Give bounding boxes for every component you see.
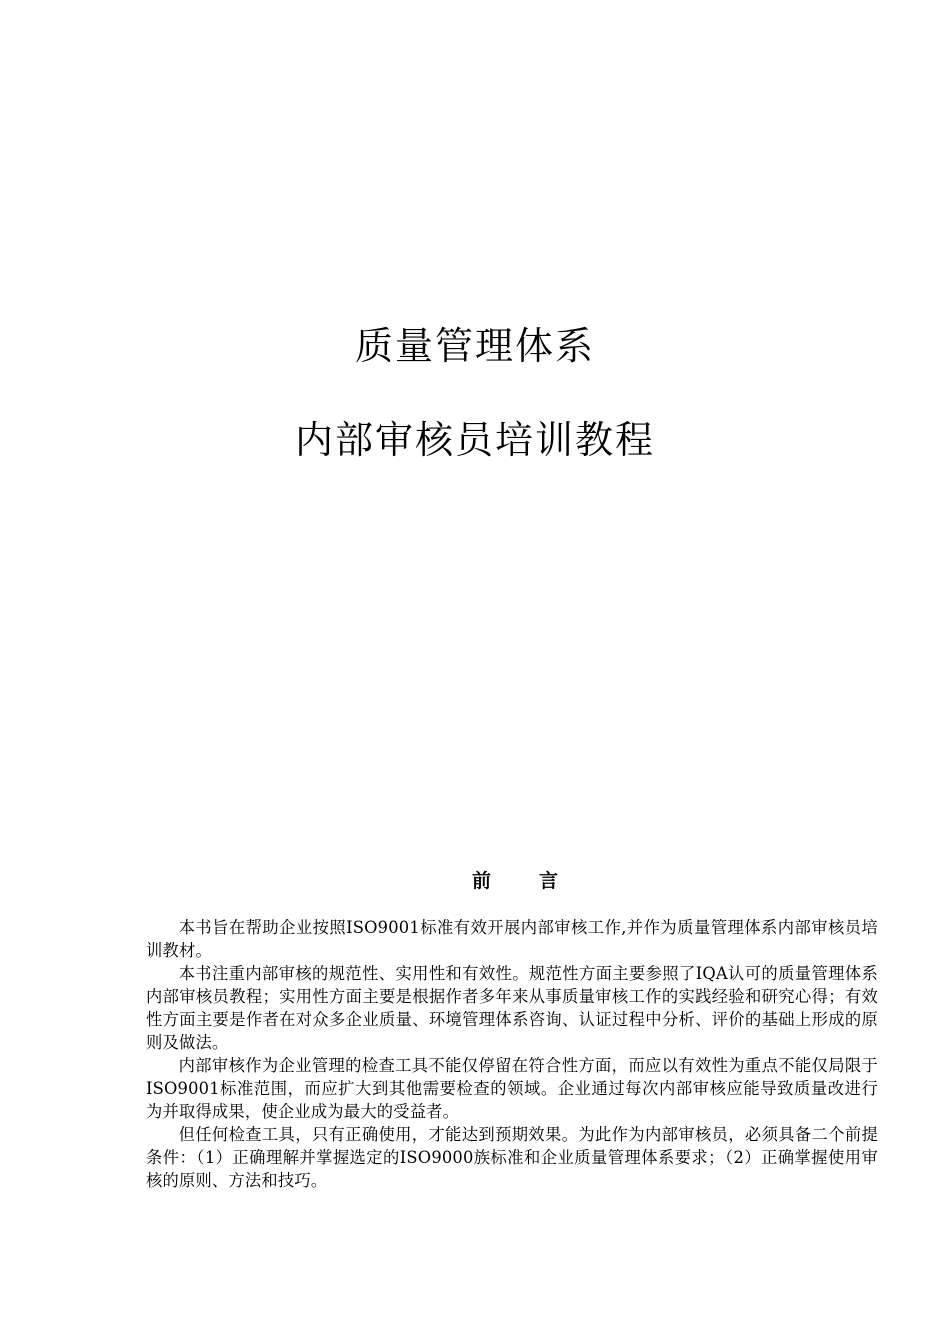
preface-paragraph-1: 本书旨在帮助企业按照ISO9001标准有效开展内部审核工作,并作为质量管理体系内部审核员培训教材。 bbox=[146, 918, 878, 960]
title-line-2: 内部审核员培训教程 bbox=[294, 418, 655, 462]
preface-heading bbox=[146, 866, 878, 896]
preface-heading-char-1: 前 bbox=[471, 870, 491, 892]
preface-paragraph-4: 但任何检查工具，只有正确使用，才能达到预期效果。为此作为内部审核员，必须具备二个前提条件：（1）正确理解并掌握选定的ISO9000族标准和企业质量管理体系要求；（2）正确掌握使用审核的原则、方法和技巧。 bbox=[146, 1125, 878, 1190]
title-line-1: 质量管理体系 bbox=[354, 324, 595, 368]
preface-section bbox=[146, 866, 878, 1192]
preface-paragraph-3: 内部审核作为企业管理的检查工具不能仅停留在符合性方面，而应以有效性为重点不能仅局限于ISO9001标准范围，而应扩大到其他需要检查的领域。企业通过每次内部审核应能导致质量改进行为并取得成果，使企业成为最大的受益者。 bbox=[146, 1056, 878, 1121]
preface-heading-char-2: 言 bbox=[539, 870, 559, 892]
preface-paragraph-2: 本书注重内部审核的规范性、实用性和有效性。规范性方面主要参照了IQA认可的质量管理体系内部审核员教程；实用性方面主要是根据作者多年来从事质量审核工作的实践经验和研究心得；有效性方面主要是作者在对众多企业质量、环境管理体系咨询、认证过程中分析、评价的基础上形成的原则及做法。 bbox=[146, 964, 878, 1052]
cover-title bbox=[0, 318, 950, 468]
